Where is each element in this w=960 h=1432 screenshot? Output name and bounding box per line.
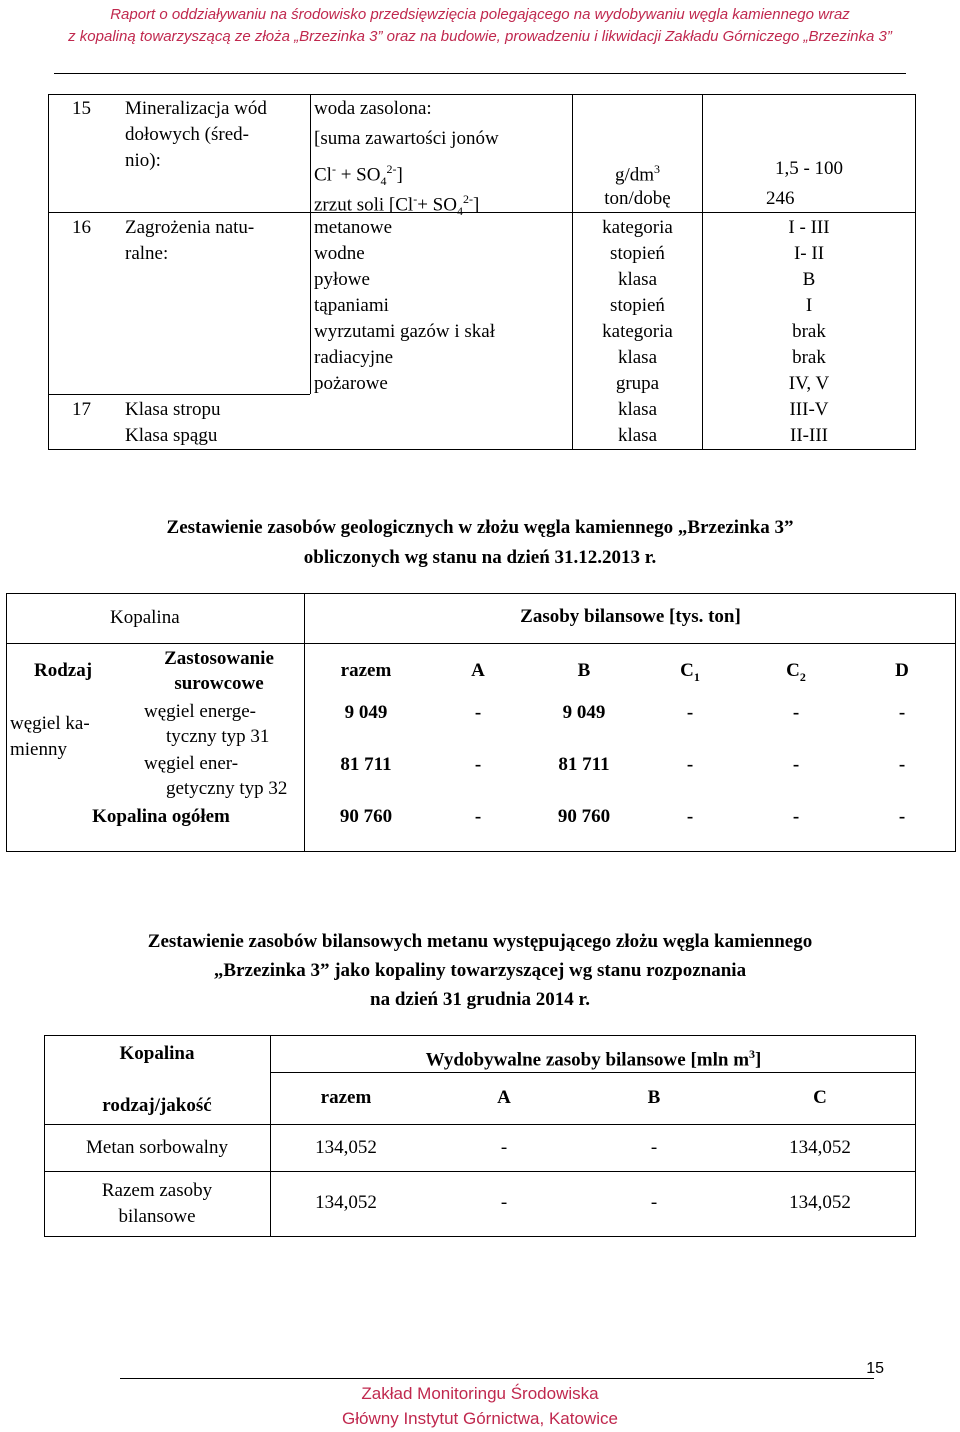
column-header: B: [647, 1087, 661, 1108]
row-divider: [44, 1171, 916, 1172]
value-cell: -: [686, 806, 694, 827]
row-name: ralne:: [125, 243, 169, 264]
row-divider: [44, 1124, 916, 1125]
value-cell: 246: [766, 188, 795, 209]
header-kopalina: Kopalina: [110, 607, 180, 628]
header-rodzaj: Rodzaj: [34, 660, 93, 681]
rodzaj-cell: mienny: [10, 739, 67, 760]
value-cell: -: [898, 702, 906, 723]
value-cell: -: [500, 1137, 508, 1158]
value-cell: 90 760: [339, 806, 393, 827]
geological-resources-table: [6, 593, 956, 852]
parameter-text: radiacyjne: [314, 347, 394, 368]
row-name: węgiel ener-: [144, 753, 239, 774]
value-cell: III-V: [789, 399, 829, 420]
footer-line-1: Zakład Monitoringu Środowiska: [361, 1384, 599, 1403]
row-number: 17: [72, 399, 91, 420]
header-rodzaj: rodzaj/jakość: [102, 1095, 212, 1116]
row-name: getyczny typ 32: [166, 778, 288, 799]
section-title: obliczonych wg stanu na dzień 31.12.2013 r.: [303, 547, 657, 568]
unit-cell: klasa: [617, 399, 658, 420]
column-header: $C_2$: [786, 660, 806, 684]
column-header: A: [497, 1087, 511, 1108]
row-name: tyczny typ 31: [166, 726, 270, 747]
total-row-label: Kopalina ogółem: [92, 806, 230, 827]
header-zasoby: Zasoby bilansowe [tys. ton]: [520, 606, 741, 627]
row-name: Klasa stropu: [125, 399, 221, 420]
row-number: 15: [72, 98, 91, 119]
parameter-text: tąpaniami: [314, 295, 389, 316]
value-cell: -: [898, 806, 906, 827]
value-cell: -: [898, 754, 906, 775]
row-name: węgiel energe-: [144, 701, 257, 722]
unit-cell: stopień: [610, 295, 665, 316]
header-kopalina: Kopalina: [119, 1043, 195, 1064]
value-cell: B: [802, 269, 816, 290]
row-name: Razem zasoby: [101, 1180, 213, 1201]
value-cell: -: [686, 702, 694, 723]
value-cell: I- II: [793, 243, 825, 264]
row-number: 16: [72, 217, 91, 238]
footer-rule: [120, 1378, 874, 1379]
row-name: Mineralizacja wód: [125, 98, 267, 119]
header-line-2: z kopaliną towarzyszącą ze złoża „Brzezinka 3” oraz na budowie, prowadzeniu i likwidacji Zakładu Górniczego „Brzezinka 3”: [68, 28, 892, 45]
value-cell: II-III: [790, 425, 828, 446]
row-divider: [48, 212, 916, 213]
value-cell: 9 049: [562, 702, 606, 723]
unit-cell: klasa: [617, 269, 658, 290]
unit-cell: kategoria: [602, 321, 673, 342]
unit-formula: $g/dm^3$: [614, 162, 661, 186]
row-name: dołowych (śred-: [125, 124, 249, 145]
value-cell: -: [474, 806, 482, 827]
value-cell: 134,052: [789, 1137, 851, 1158]
row-name: Metan sorbowalny: [86, 1137, 228, 1158]
value-cell: -: [650, 1192, 658, 1213]
value-cell: 1,5 - 100: [774, 158, 844, 179]
value-cell: 9 049: [344, 702, 388, 723]
row-divider: [6, 643, 956, 644]
value-cell: 134,052: [315, 1192, 377, 1213]
unit-cell: kategoria: [602, 217, 673, 238]
column-divider: [310, 94, 311, 394]
section-title: na dzień 31 grudnia 2014 r.: [370, 989, 590, 1010]
footer-line-2: Główny Instytut Górnictwa, Katowice: [342, 1409, 618, 1428]
header-zastosowanie: Zastosowanie: [164, 648, 274, 669]
methane-resources-table: [44, 1035, 916, 1237]
parameter-text: wodne: [314, 243, 365, 264]
value-cell: -: [792, 806, 800, 827]
column-header: B: [577, 660, 591, 681]
column-header: $C_1$: [680, 660, 700, 684]
column-header: razem: [340, 660, 392, 681]
value-cell: -: [474, 754, 482, 775]
row-name: Zagrożenia natu-: [125, 217, 255, 238]
unit-cell: klasa: [617, 425, 658, 446]
row-name: bilansowe: [118, 1206, 196, 1227]
section-title: Zestawienie zasobów geologicznych w złożu węgla kamiennego „Brzezinka 3”: [166, 517, 794, 538]
value-cell: 81 711: [558, 754, 610, 775]
value-cell: 81 711: [340, 754, 392, 775]
unit-cell: grupa: [615, 373, 660, 394]
value-cell: -: [500, 1192, 508, 1213]
parameter-text: pożarowe: [314, 373, 388, 394]
value-cell: -: [686, 754, 694, 775]
column-divider: [304, 593, 305, 852]
page-number: 15: [866, 1360, 884, 1377]
parameter-text: metanowe: [314, 217, 393, 238]
value-cell: I: [805, 295, 813, 316]
column-header: C: [813, 1087, 827, 1108]
column-header: D: [895, 660, 909, 681]
value-cell: I - III: [788, 217, 830, 238]
value-cell: -: [650, 1137, 658, 1158]
unit-cell: ton/dobę: [604, 188, 671, 209]
parameters-table: [48, 94, 916, 450]
parameter-text: woda zasolona:: [314, 98, 432, 119]
column-header: A: [471, 660, 485, 681]
parameter-text: [suma zawartości jonów: [314, 128, 499, 149]
section-title: Zestawienie zasobów bilansowych metanu występującego złożu węgla kamiennego: [147, 931, 813, 952]
row-name: nio):: [125, 150, 161, 171]
header-rule: [54, 73, 906, 74]
rodzaj-cell: węgiel ka-: [10, 713, 90, 734]
parameter-text: wyrzutami gazów i skał: [314, 321, 495, 342]
row-name: Klasa spągu: [125, 425, 218, 446]
value-cell: brak: [792, 321, 826, 342]
column-header: razem: [320, 1087, 372, 1108]
value-cell: IV, V: [788, 373, 830, 394]
row-divider: [48, 394, 310, 395]
parameter-formula: zrzut soli $[Cl^-+ SO_4^{2-}]$: [314, 192, 480, 219]
value-cell: 90 760: [557, 806, 611, 827]
parameter-formula: $Cl^- + SO_4^{2-}$]: [314, 162, 403, 189]
section-title: „Brzezinka 3” jako kopaliny towarzyszącej wg stanu rozpoznania: [213, 960, 747, 981]
header-line-1: Raport o oddziaływaniu na środowisko przedsięwzięcia polegającego na wydobywaniu węgla kamiennego wraz: [110, 6, 850, 23]
value-cell: -: [792, 702, 800, 723]
parameter-text: pyłowe: [314, 269, 370, 290]
value-cell: brak: [792, 347, 826, 368]
value-cell: 134,052: [315, 1137, 377, 1158]
value-cell: -: [474, 702, 482, 723]
header-zasoby: Wydobywalne zasoby bilansowe [mln $m^3$]: [425, 1047, 762, 1071]
value-cell: -: [792, 754, 800, 775]
unit-cell: stopień: [610, 243, 665, 264]
unit-cell: klasa: [617, 347, 658, 368]
value-cell: 134,052: [789, 1192, 851, 1213]
header-zastosowanie: surowcowe: [174, 673, 264, 694]
